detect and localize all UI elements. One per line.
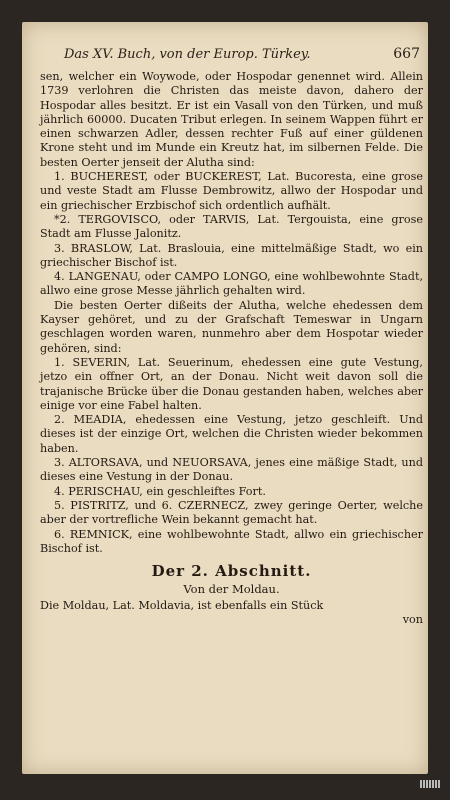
- list-item: 4. LANGENAU, oder CAMPO LONGO, eine wohlbewohnte Stadt, allwo eine grose Messe jährlich gehalten wird.: [40, 270, 423, 298]
- list-item: *2. TERGOVISCO, oder TARVIS, Lat. Tergouista, eine grose Stadt am Flusse Jalonitz.: [40, 212, 423, 241]
- chapter-title: Der 2. Abschnitt.: [151, 562, 312, 581]
- barcode-icon: [420, 780, 440, 788]
- paragraph: Die besten Oerter dißeits der Alutha, welche ehedessen dem Kayser gehöret, und zu der Grafschaft Temeswar in Ungarn geschlagen worden waren, nunmehro aber dem Hospotar wieder gehören, sind:: [40, 298, 423, 355]
- list-item: 2. MEADIA, ehedessen eine Vestung, jetzo geschleift. Und dieses ist der einzige Ort, welchen die Christen wieder bekommen haben.: [40, 413, 423, 455]
- running-header: [40, 46, 420, 62]
- list-item: 1. BUCHEREST, oder BUCKEREST, Lat. Bucoresta, eine grose und veste Stadt am Flusse Dembrowitz, allwo der Hospodar und ein griechischer Erzbischof sich ordentlich aufhält.: [40, 170, 423, 212]
- page-number: 667: [393, 46, 420, 62]
- list-item: 5. PISTRITZ, und 6. CZERNECZ, zwey geringe Oerter, welche aber der vortrefliche Wein bekannt gemacht hat.: [40, 498, 423, 527]
- running-title: Das XV. Buch, von der Europ. Türkey.: [64, 47, 311, 62]
- list-item: 6. REMNICK, eine wohlbewohnte Stadt, allwo ein griechischer Bischof ist.: [40, 527, 423, 555]
- list-item: 3. BRASLOW, Lat. Braslouia, eine mittelmäßige Stadt, wo ein griechischer Bischof ist.: [40, 241, 423, 269]
- list-item: 4. PERISCHAU, ein geschleiftes Fort.: [54, 484, 266, 498]
- catchword: von: [402, 612, 423, 626]
- chapter-subtitle: Von der Moldau.: [183, 582, 280, 597]
- closing-line: Die Moldau, Lat. Moldavia, ist ebenfalls ein Stück: [40, 598, 324, 612]
- list-item: 1. SEVERIN, Lat. Seuerinum, ehedessen eine gute Vestung, jetzo ein offner Ort, an der Donau. Nicht weit davon soll die trajanische Brücke über die Donau gestanden haben, welches aber einige vor eine Fabel halten.: [40, 355, 423, 412]
- paragraph: sen, welcher ein Woywode, oder Hospodar genennet wird. Allein 1739 verlohren die Christen das meiste davon, dahero der Hospodar alles besitzt. Er ist ein Vasall von den Türken, und muß jährlich 60000. Ducaten Tribut erlegen. In seinem Wappen führt er einen schwarzen Adler, dessen rechter Fuß auf einer güldenen Krone steht und im Munde ein Kreutz hat, im silbernen Felde. Die besten Oerter jenseit der Alutha sind:: [40, 70, 423, 169]
- list-item: 3. ALTORSAVA, und NEUORSAVA, jenes eine mäßige Stadt, und dieses eine Vestung in der Donau.: [40, 456, 423, 484]
- page-body: [40, 70, 423, 627]
